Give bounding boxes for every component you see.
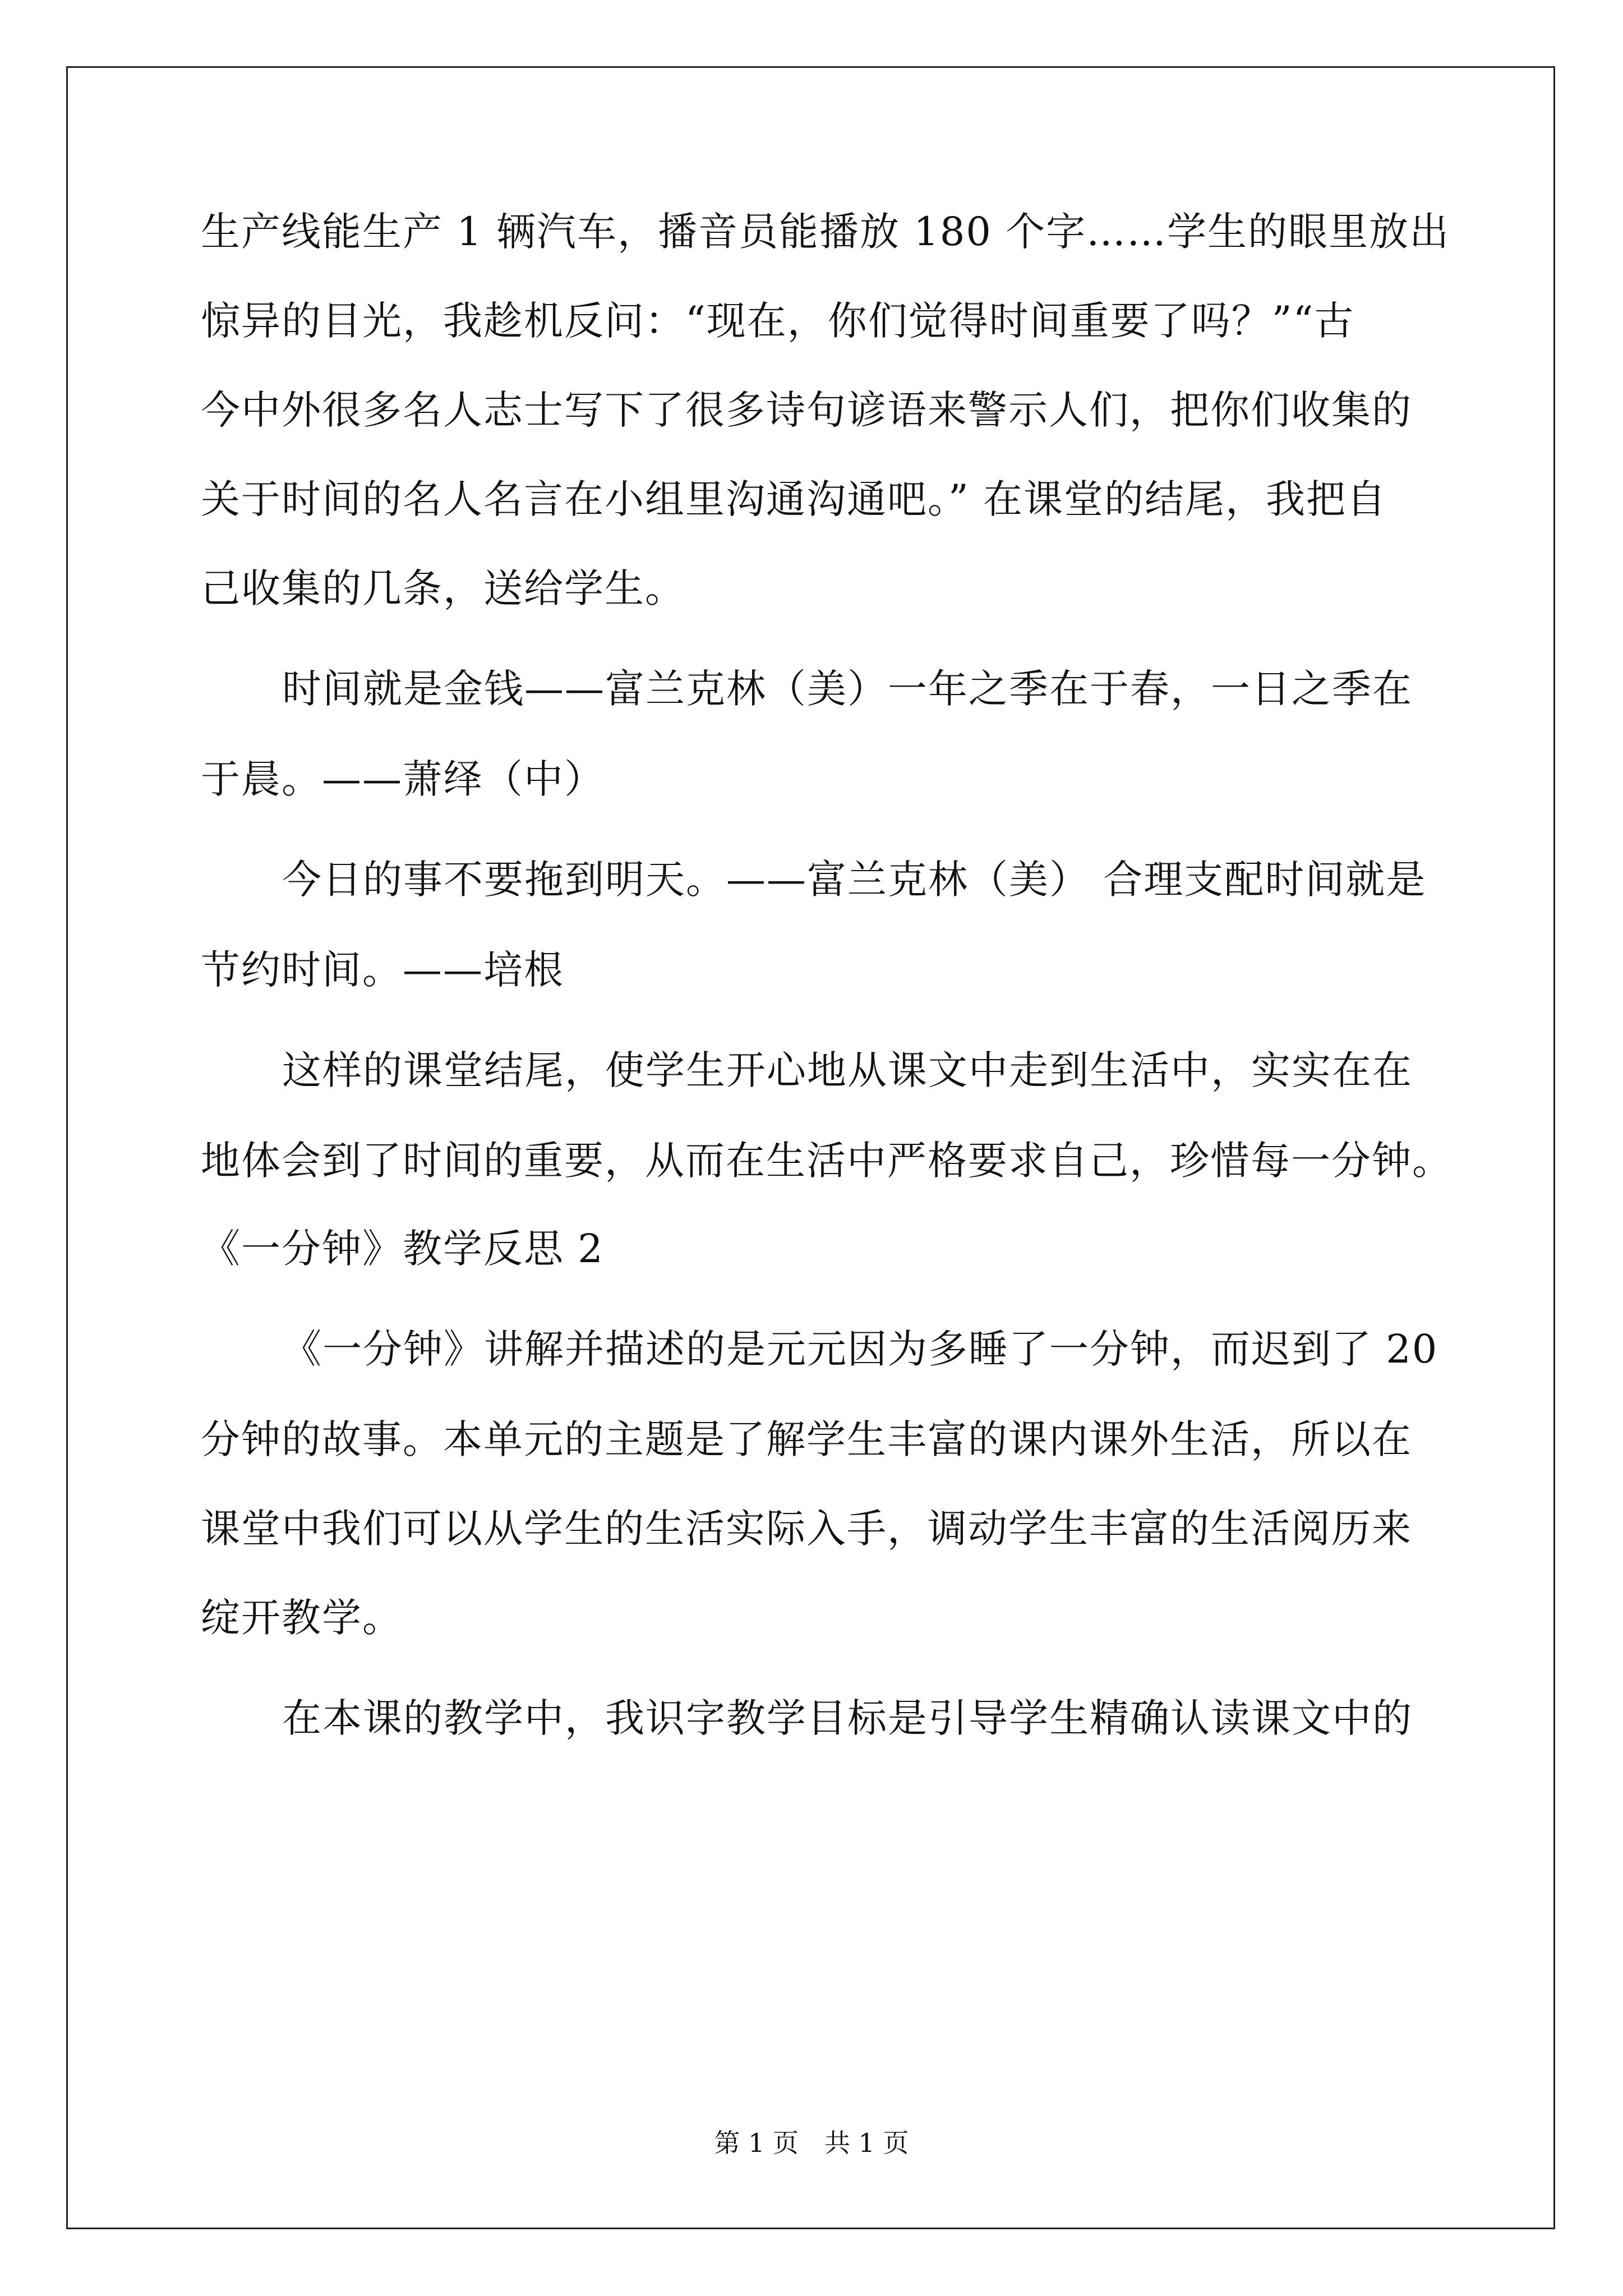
text-line: 在本课的教学中，我识字教学目标是引导学生精确认读课文中的 xyxy=(282,1695,1413,1741)
text-line: 时间就是金钱——富兰克林（美）一年之季在于春，一日之季在 xyxy=(282,666,1413,712)
text-line: 节约时间。——培根 xyxy=(201,947,564,993)
text-line: 分钟的故事。本单元的主题是了解学生丰富的课内课外生活，所以在 xyxy=(201,1416,1412,1462)
text-line: 生产线能生产 1 辆汽车，播音员能播放 180 个字……学生的眼里放出 xyxy=(201,209,1450,255)
text-line: 惊异的目光，我趁机反问：“现在，你们觉得时间重要了吗？”“古 xyxy=(201,298,1355,344)
text-line: 今中外很多名人志士写下了很多诗句谚语来警示人们，把你们收集的 xyxy=(201,387,1412,433)
section-heading: 《一分钟》教学反思 2 xyxy=(201,1226,604,1272)
text-line: 绽开教学。 xyxy=(201,1595,403,1641)
text-line: 于晨。——萧绎（中） xyxy=(201,756,605,802)
text-line: 关于时间的名人名言在小组里沟通沟通吧。” 在课堂的结尾，我把自 xyxy=(201,476,1387,522)
text-line: 己收集的几条，送给学生。 xyxy=(201,565,685,611)
text-line: 《一分钟》讲解并描述的是元元因为多睡了一分钟，而迟到了 20 xyxy=(282,1326,1438,1372)
text-line: 课堂中我们可以从学生的生活实际入手，调动学生丰富的生活阅历来 xyxy=(201,1506,1412,1552)
text-line: 这样的课堂结尾，使学生开心地从课文中走到生活中，实实在在 xyxy=(282,1047,1413,1093)
text-line: 地体会到了时间的重要，从而在生活中严格要求自己，珍惜每一分钟。 xyxy=(201,1138,1453,1184)
text-line: 今日的事不要拖到明天。——富兰克林（美） 合理支配时间就是 xyxy=(282,857,1427,903)
page-footer: 第 1 页 共 1 页 xyxy=(714,2128,909,2158)
